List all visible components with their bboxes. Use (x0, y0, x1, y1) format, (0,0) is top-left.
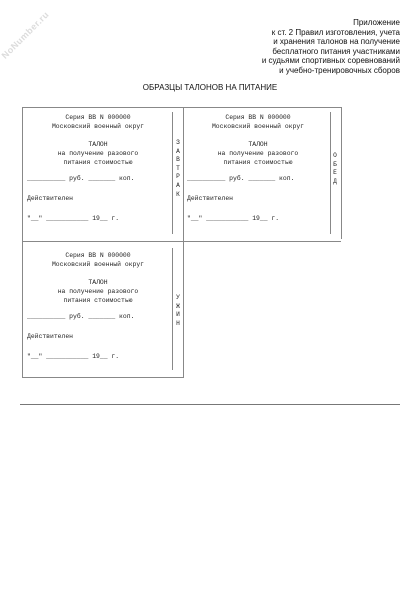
ticket-purpose: на получение разового (57, 288, 139, 295)
ticket-purpose: питания стоимостью (63, 159, 133, 166)
frame-left-line (22, 107, 23, 377)
ticket-date-line: "__" ___________ 19__ г. (27, 215, 120, 222)
appendix-line: к ст. 2 Правил изготовления, учета (271, 27, 400, 37)
stub-dinner: У Ж И Н (176, 294, 180, 327)
ticket-purpose: на получение разового (217, 150, 299, 157)
ticket-price-line: __________ руб. _______ коп. (187, 175, 295, 182)
ticket-series: Серия ВВ N 000000 (225, 114, 291, 121)
ticket-heading: ТАЛОН (88, 141, 108, 148)
ticket-valid-label: Действителен (27, 195, 74, 202)
ticket-purpose: питания стоимостью (223, 159, 293, 166)
stub-separator-line (172, 112, 173, 234)
ticket-purpose: на получение разового (57, 150, 139, 157)
appendix-note (170, 18, 400, 76)
stub-separator-line (172, 248, 173, 370)
appendix-line: Приложение (353, 18, 400, 27)
bottom-divider (20, 404, 400, 405)
ticket-district: Московский военный округ (51, 261, 145, 268)
ticket-heading: ТАЛОН (88, 279, 108, 286)
ticket-district: Московский военный округ (51, 123, 145, 130)
appendix-line: бесплатного питания участниками (272, 46, 400, 56)
ticket-date-line: "__" ___________ 19__ г. (187, 215, 280, 222)
ticket-dinner (27, 246, 169, 378)
ticket-valid-label: Действителен (187, 195, 234, 202)
ticket-price-line: __________ руб. _______ коп. (27, 175, 135, 182)
appendix-line: и хранения талонов на получение (273, 37, 400, 47)
ticket-lunch (187, 108, 329, 240)
frame-right-line (341, 107, 342, 239)
ticket-district: Московский военный округ (211, 123, 305, 130)
ticket-series: Серия ВВ N 000000 (65, 114, 131, 121)
ticket-date-line: "__" ___________ 19__ г. (27, 353, 120, 360)
page-title: ОБРАЗЦЫ ТАЛОНОВ НА ПИТАНИЕ (142, 83, 278, 92)
ticket-purpose: питания стоимостью (63, 297, 133, 304)
ticket-price-line: __________ руб. _______ коп. (27, 313, 135, 320)
stub-breakfast: З А В Т Р А К (176, 139, 180, 198)
frame-divider-line (183, 107, 184, 377)
ticket-heading: ТАЛОН (248, 141, 268, 148)
appendix-line: и судьями спортивных соревнований (261, 56, 400, 66)
ticket-series: Серия ВВ N 000000 (65, 252, 131, 259)
ticket-valid-label: Действителен (27, 333, 74, 340)
appendix-line: и учебно-тренировочных сборов (279, 65, 400, 75)
ticket-breakfast (27, 108, 169, 240)
frame-middle-line (22, 241, 341, 242)
watermark: NoNumber.ru (0, 9, 51, 61)
stub-lunch: О Б Е Д (333, 152, 337, 185)
